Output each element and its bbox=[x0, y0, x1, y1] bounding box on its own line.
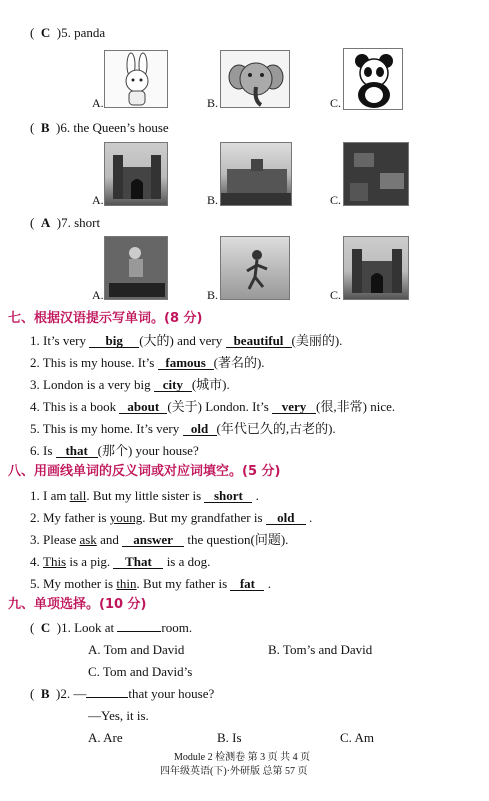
s8-line-4: 4. This is a pig. That is a dog. bbox=[30, 554, 211, 569]
q6-option-c-aerial-image[interactable] bbox=[343, 142, 409, 206]
q6-option-a-building-image[interactable] bbox=[104, 142, 168, 206]
s8-line-3: 3. Please ask and answer the question(问题). bbox=[30, 532, 289, 547]
s7-line-6: 6. Is that (那个) your house? bbox=[30, 443, 199, 458]
q5-option-a-rabbit-image[interactable] bbox=[104, 50, 168, 108]
q5-line: ( C )5. panda bbox=[30, 25, 106, 40]
q7-option-a-label: A. bbox=[92, 288, 104, 302]
section-9-title: 九、单项选择。(10 分) bbox=[8, 597, 147, 612]
q7-option-b-label: B. bbox=[207, 288, 219, 302]
q5-option-b-elephant-image[interactable] bbox=[220, 50, 290, 108]
s9-q2-option-c[interactable]: C. Am bbox=[340, 730, 374, 745]
q7-option-c-label: C. bbox=[330, 288, 342, 302]
s9-q2-line: ( B )2. — that your house? bbox=[30, 686, 215, 701]
s8-line-2: 2. My father is young. But my grandfather is old . bbox=[30, 510, 313, 525]
section-8-title: 八、用画线单词的反义词或对应词填空。(5 分) bbox=[8, 464, 281, 479]
q6-option-a-label: A. bbox=[92, 193, 104, 207]
s7-line-2: 2. This is my house. It’s famous (著名的). bbox=[30, 355, 265, 370]
s8-1-answer[interactable]: short bbox=[204, 489, 252, 503]
s9-q1-option-b[interactable]: B. Tom’s and David bbox=[268, 642, 373, 657]
s9-q1-option-a[interactable]: A. Tom and David bbox=[88, 642, 185, 657]
s9-q2-option-a[interactable]: A. Are bbox=[88, 730, 123, 745]
s7-line-4: 4. This is a book about (关于) London. It’s very (很,非常) nice. bbox=[30, 399, 396, 414]
q7-answer: A bbox=[40, 215, 51, 230]
q6-answer: B bbox=[40, 120, 50, 135]
s7-5-answer[interactable]: old bbox=[183, 422, 217, 436]
q5-answer: C bbox=[40, 25, 51, 40]
q5-option-b-label: B. bbox=[207, 96, 219, 110]
s9-q2-blank[interactable] bbox=[86, 697, 128, 698]
section-7-title: 七、根据汉语提示写单词。(8 分) bbox=[8, 311, 203, 326]
s8-line-5: 5. My mother is thin. But my father is fat . bbox=[30, 576, 271, 591]
q7-line: ( A )7. short bbox=[30, 215, 101, 230]
s7-4-answer-2[interactable]: very bbox=[272, 400, 316, 414]
s9-q1-answer: C bbox=[40, 620, 51, 635]
s8-5-answer[interactable]: fat bbox=[230, 577, 264, 591]
q7-option-c-building-image[interactable] bbox=[343, 236, 409, 300]
q5-option-c-panda-image[interactable] bbox=[343, 48, 403, 110]
s8-3-answer[interactable]: answer bbox=[122, 533, 184, 547]
s8-line-1: 1. I am tall. But my little sister is short . bbox=[30, 488, 259, 503]
footer-line-1: Module 2 检测卷 第 3 页 共 4 页 bbox=[174, 752, 311, 763]
s9-q2-reply: —Yes, it is. bbox=[88, 708, 149, 723]
s7-4-answer-1[interactable]: about bbox=[119, 400, 167, 414]
s8-4-answer[interactable]: That bbox=[113, 555, 163, 569]
s7-6-answer[interactable]: that bbox=[56, 444, 98, 458]
q5-option-a-label: A. bbox=[92, 96, 104, 110]
s9-q1-line: ( C )1. Look at room. bbox=[30, 620, 193, 635]
s7-3-answer[interactable]: city bbox=[154, 378, 192, 392]
q7-option-a-person-image[interactable] bbox=[104, 236, 168, 300]
s9-q2-answer: B bbox=[40, 686, 50, 701]
q6-option-b-label: B. bbox=[207, 193, 219, 207]
s7-line-5: 5. This is my home. It’s very old (年代已久的,古老的). bbox=[30, 421, 336, 436]
q6-line: ( B )6. the Queen’s house bbox=[30, 120, 169, 135]
s9-q1-option-c[interactable]: C. Tom and David’s bbox=[88, 664, 193, 679]
q6-option-c-label: C. bbox=[330, 193, 342, 207]
s7-1-answer-1[interactable]: big bbox=[89, 334, 139, 348]
s7-line-3: 3. London is a very big city (城市). bbox=[30, 377, 230, 392]
s9-q2-option-b[interactable]: B. Is bbox=[217, 730, 242, 745]
s7-1-answer-2[interactable]: beautiful bbox=[226, 334, 292, 348]
q6-option-b-palace-image[interactable] bbox=[220, 142, 292, 206]
s7-2-answer[interactable]: famous bbox=[158, 356, 214, 370]
s9-q1-blank[interactable] bbox=[117, 631, 161, 632]
footer-line-2: 四年级英语(下)·外研版 总第 57 页 bbox=[160, 766, 308, 777]
q5-option-c-label: C. bbox=[330, 96, 342, 110]
s7-line-1: 1. It’s very big (大的) and very beautiful (美丽的). bbox=[30, 333, 343, 348]
q7-option-b-runner-image[interactable] bbox=[220, 236, 290, 300]
s8-2-answer[interactable]: old bbox=[266, 511, 306, 525]
